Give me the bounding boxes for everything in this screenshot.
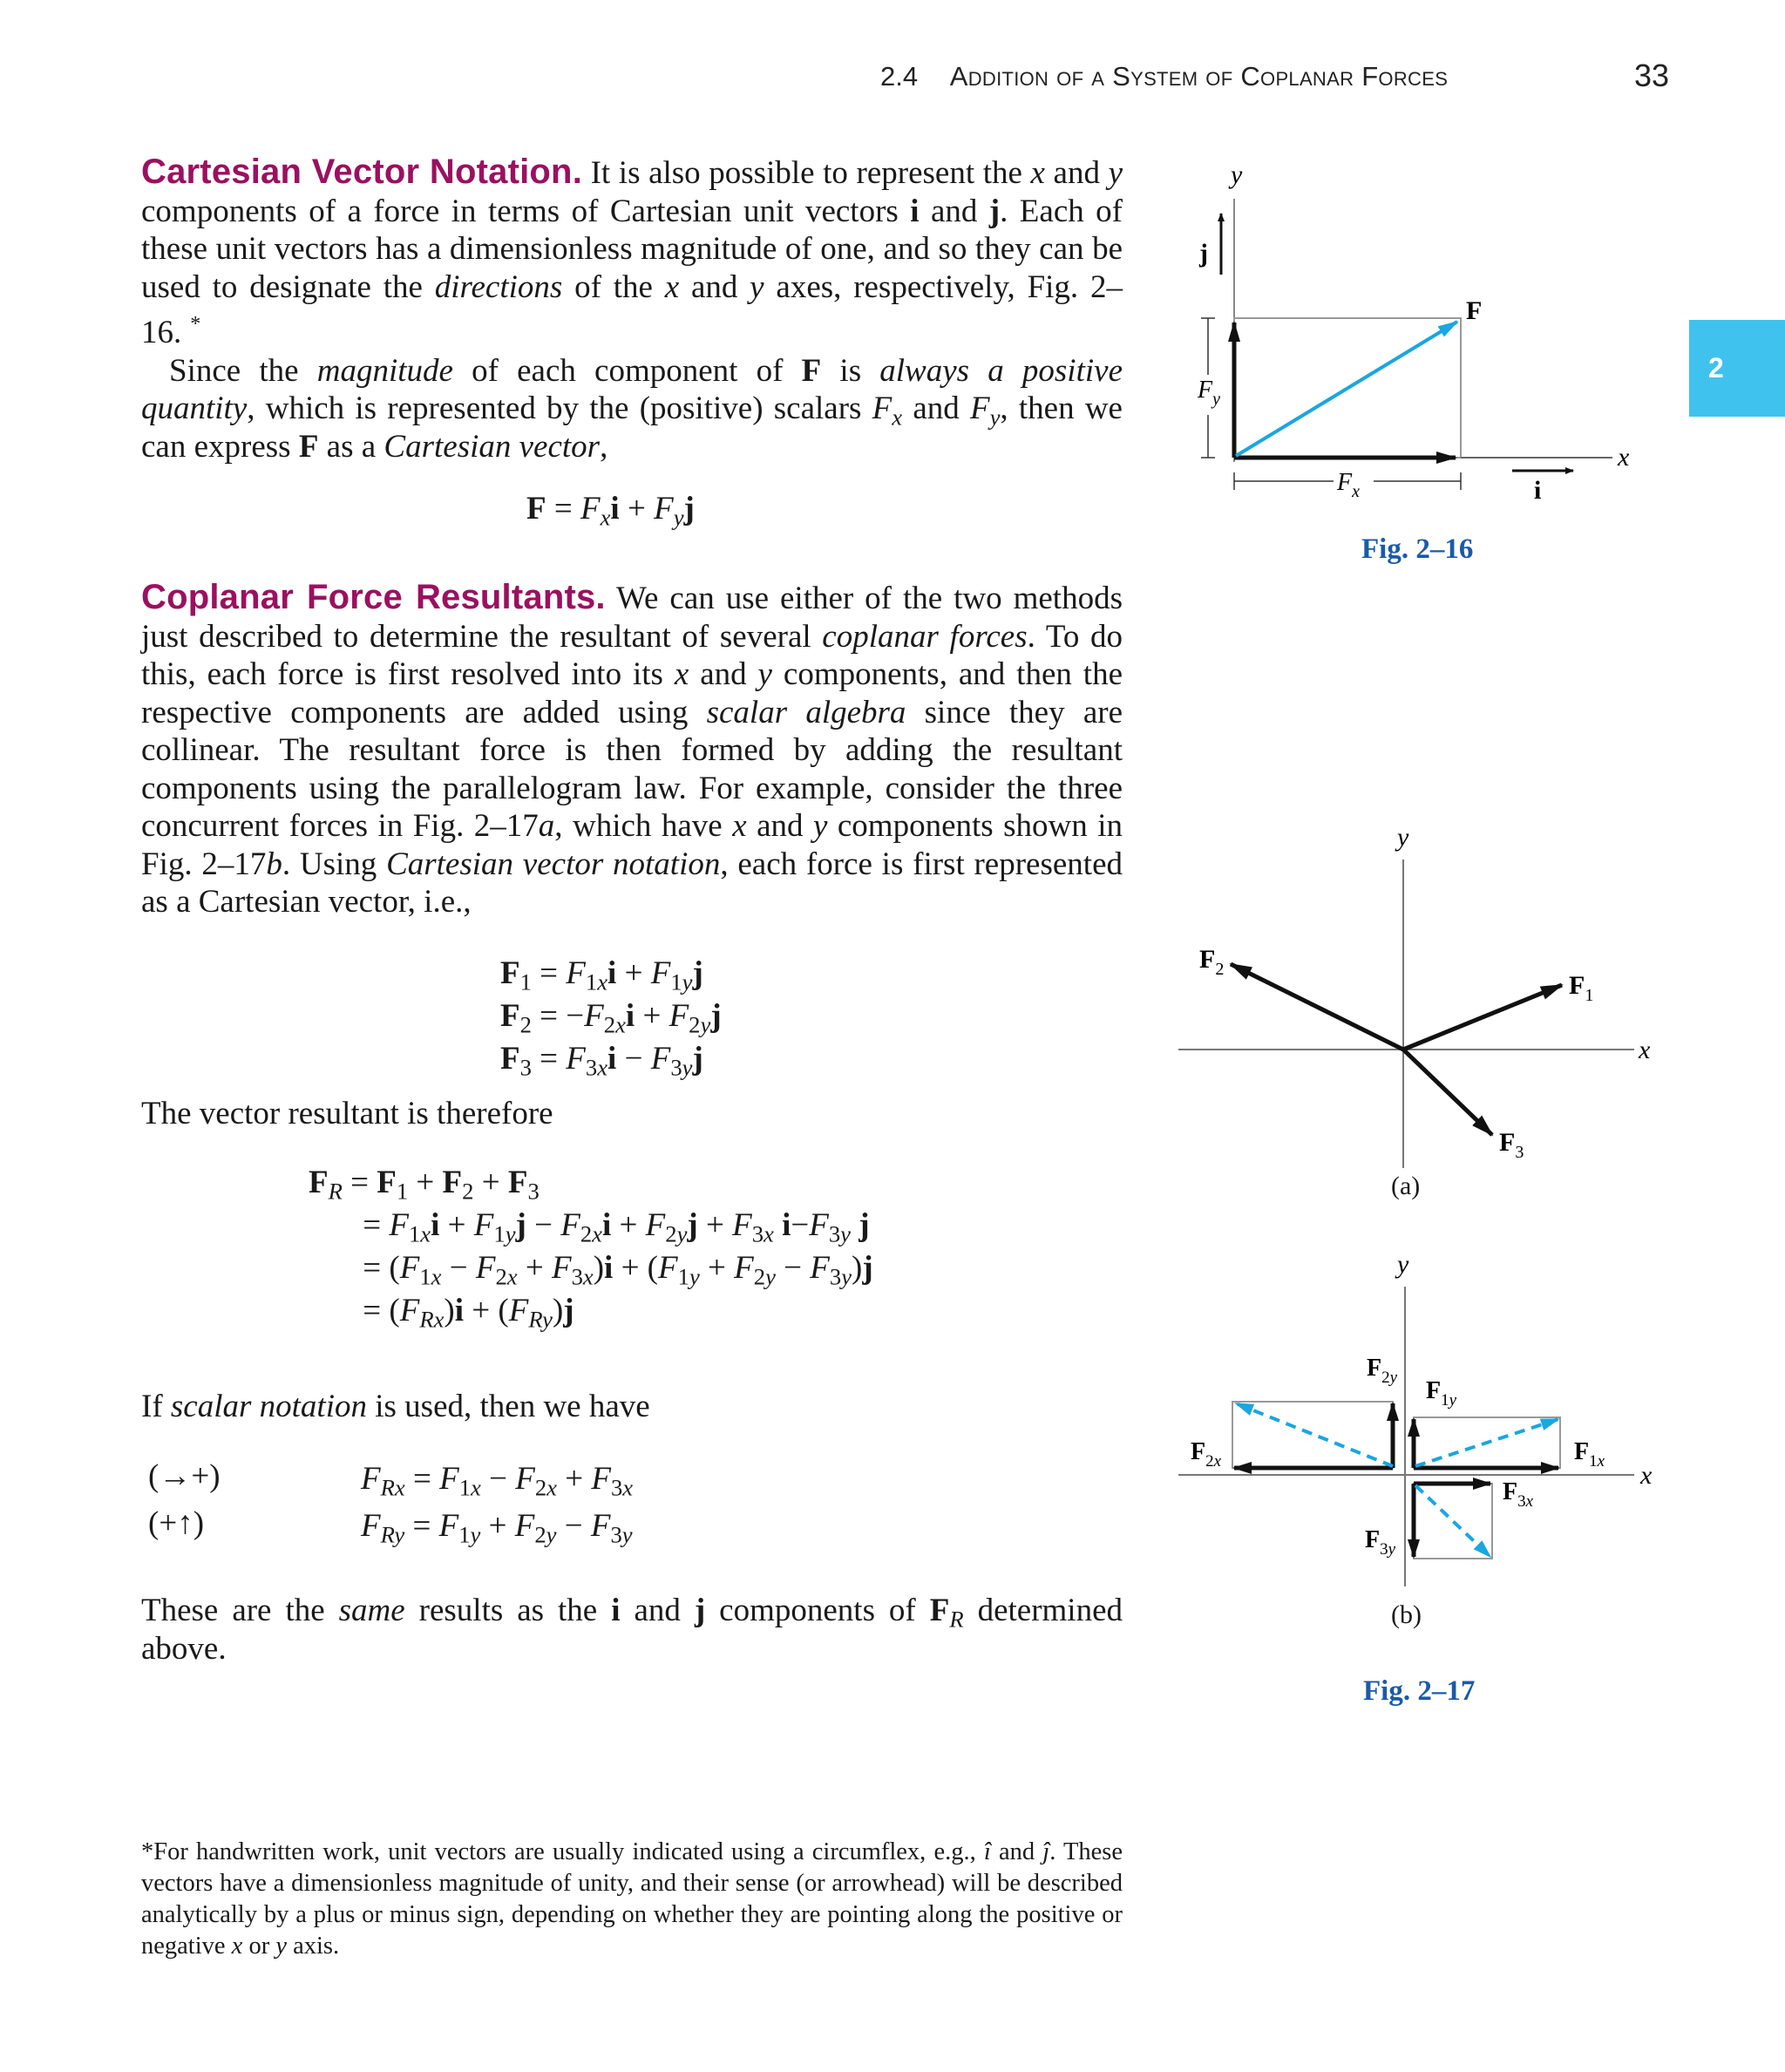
section-number: 2.4 xyxy=(880,61,919,92)
fig17b-f3x-label: $F_3x$ xyxy=(1503,1478,1534,1511)
fig17a-x-label: x xyxy=(1639,1036,1651,1064)
conclusion-block xyxy=(141,1592,1123,1668)
fig16-f-label: F xyxy=(1466,296,1483,325)
fig17b-f3y-label: $F_3y$ xyxy=(1365,1526,1396,1559)
equation-resultant-vector: $F_R = F_1 + F_2 + F_3$ = $F_{1x}i + F_{1y}j - F_{2x}i + F_{2y}j + F_{3x}$ $i-F_{3y}$ j = $(F_{1x} - F_{2x} + F_{3x})i + (F_{1y} + F_{2y} - F_{3y})j$ = $(F_{Rx})i + (F_{Ry})j$ xyxy=(309,1165,873,1333)
fig16-x-label: x xyxy=(1618,443,1630,472)
cartesian-paragraph-1: Cartesian Vector Notation. It is also possible to represent the x and y components of a force in terms of Cartesian unit vectors i and j. Each of these unit vectors has a dimensionless magnitude of one, and so they can be used to designate the directions of the x and y axes, respectively, Fig. 2–16. * xyxy=(141,153,1123,350)
fig17a-y-label: y xyxy=(1397,823,1409,852)
coplanar-resultants-block xyxy=(141,579,1123,921)
chapter-tab: 2 xyxy=(1689,320,1785,417)
vector-resultant-text: The vector resultant is therefore xyxy=(141,1096,553,1131)
running-header xyxy=(880,61,1490,92)
fig17a-f3-vector xyxy=(1403,1050,1492,1135)
figure-2-17b xyxy=(1168,1247,1673,1595)
fig17b-f2y-label: $F_2y$ xyxy=(1367,1355,1398,1387)
fig16-y-label: y xyxy=(1231,160,1243,189)
footnote-marker: * xyxy=(190,313,201,336)
conclusion-paragraph: These are the same results as the i and j components of $F_R$ determined above. xyxy=(141,1593,1123,1667)
fig16-i-label: i xyxy=(1534,476,1542,505)
fig17b-f1-dashed-vector xyxy=(1415,1419,1558,1466)
equation-cartesian-vector: $F = F_xi + F_yj$ xyxy=(526,491,695,531)
fig17a-f3-label: $F_3$ xyxy=(1499,1128,1524,1162)
section-title: Addition of a System of Coplanar Forces xyxy=(949,61,1449,92)
page-number: 33 xyxy=(1634,58,1670,93)
equation-force-components: $F_1 = F_{1x}i + F_{1y}j$ $F_2 = -F_{2x}i + F_{2y}j$ $F_3 = F_{3x}i - F_{3y}j$ xyxy=(500,955,722,1081)
equation-scalar-resultant: $F_{Rx} = F_{1x} - F_{2x} + F_{3x}$ $F_{Ry} = F_{1y} + F_{2y} - F_{3y}$ xyxy=(361,1461,634,1548)
fig17a-f2-label: $F_2$ xyxy=(1199,945,1225,979)
cartesian-paragraph-2: Since the magnitude of each component of F is always a positive quantity, which is represented by the (positive) scalars $F_x$ and $F_y$, then we can express F as a Cartesian vector, xyxy=(141,352,1123,465)
fig16-j-label: j xyxy=(1199,239,1208,268)
cartesian-notation-block xyxy=(141,153,1123,465)
fig-2-17-caption: Fig. 2–17 xyxy=(1363,1675,1476,1707)
fig17b-f3-dashed-vector xyxy=(1415,1485,1490,1557)
fig17b-y-label: y xyxy=(1397,1250,1409,1279)
heading-coplanar-force-resultants: Coplanar Force Resultants. xyxy=(141,578,606,616)
coplanar-paragraph: Coplanar Force Resultants. We can use either of the two methods just described to determine the resultant of several coplanar forces. To do this, each force is first resolved into its x and y components, and then the respective components are added using scalar algebra since they are collinear. The resultant force is then formed by adding the resultant components using the parallelogram law. For example, consider the three concurrent forces in Fig. 2–17a, which have x and y components shown in Fig. 2–17b. Using Cartesian vector notation, each force is first represented as a Cartesian vector, i.e., xyxy=(141,578,1123,920)
fig17b-f2-dashed-vector xyxy=(1236,1403,1393,1466)
fig17a-f1-label: $F_1$ xyxy=(1569,971,1594,1005)
fig-2-16-caption: Fig. 2–16 xyxy=(1361,533,1474,565)
fig-2-17b-label: (b) xyxy=(1391,1600,1422,1629)
fig17b-x-label: x xyxy=(1640,1461,1653,1490)
fig17b-f1y-label: $F_1y$ xyxy=(1426,1377,1457,1410)
sign-convention-y: (+↑) xyxy=(148,1505,205,1541)
fig17a-f1-vector xyxy=(1403,985,1562,1050)
fig17a-f2-vector xyxy=(1231,964,1403,1050)
footnote: *For handwritten work, unit vectors are usually indicated using a circumflex, e.g., î and ĵ. These vectors have a dimensionless magnitude of unity, and their sense (or arrowhead) will be described analytically by a plus or minus sign, depending on whether they are pointing along the positive or negative x or y axis. xyxy=(141,1838,1123,1960)
fig16-fy-label: $F_y$ xyxy=(1198,377,1220,409)
fig16-fx-label: $F_x$ xyxy=(1337,469,1360,501)
fig16-f-vector xyxy=(1236,322,1457,456)
fig-2-17a-label: (a) xyxy=(1391,1172,1421,1200)
scalar-notation-text: If scalar notation is used, then we have xyxy=(141,1389,650,1424)
fig17b-f2x-label: $F_2x$ xyxy=(1191,1438,1222,1471)
heading-cartesian-vector-notation: Cartesian Vector Notation. xyxy=(141,153,583,191)
figure-2-16 xyxy=(1185,157,1673,523)
sign-convention-x: (→+) xyxy=(148,1458,221,1494)
figure-2-17a xyxy=(1168,819,1673,1185)
fig17b-f1x-label: $F_1x$ xyxy=(1574,1438,1605,1471)
